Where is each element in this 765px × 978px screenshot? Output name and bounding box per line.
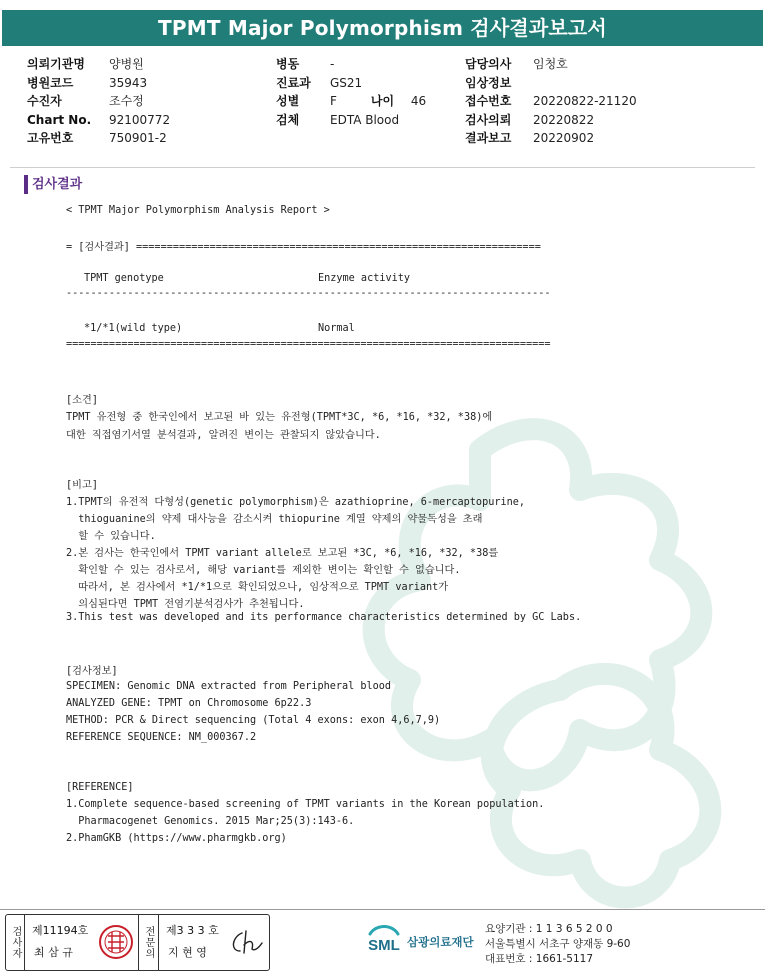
field-label: 검체	[276, 112, 300, 127]
field-label: 담당의사	[465, 57, 512, 71]
tester-label	[7, 915, 23, 970]
test-info-heading: [검사정보]	[66, 666, 118, 677]
specialist-label	[140, 915, 156, 970]
field-value: F	[330, 94, 337, 108]
reference-line: 1.Complete sequence-based screening of TPMT variants in the Korean population.	[66, 799, 545, 810]
field-value: GS21	[330, 75, 363, 90]
signature-box	[5, 914, 270, 971]
specialist-license-no: 제3 3 3 호	[166, 924, 219, 937]
enzyme-col-header: Enzyme activity	[318, 273, 411, 284]
section-title: 검사결과	[32, 177, 83, 192]
field-value: 35943	[109, 75, 148, 90]
age-label: 나이	[370, 94, 395, 108]
note-line: 의심된다면 TPMT 전염기분석검사가 추천됩니다.	[66, 599, 305, 610]
note-heading: [비고]	[66, 480, 98, 491]
field-label: 진료과	[276, 75, 311, 90]
tester-license-no: 제11194호	[32, 924, 89, 937]
test-info-line: METHOD: PCR & Direct sequencing (Total 4 exons: exon 4,6,7,9)	[66, 715, 441, 726]
field-label: Chart No.	[27, 112, 92, 127]
tester-label-text: 검사자	[10, 926, 21, 959]
footer-divider	[0, 909, 765, 910]
signature-mark-icon	[228, 927, 264, 957]
note-line: 1.TPMT의 유전적 다형성(genetic polymorphism)은 azathioprine, 6-mercaptopurine,	[66, 497, 525, 508]
note-line: 확인할 수 있는 검사로서, 해당 variant를 제외한 변이는 확인할 수 없습니다.	[66, 565, 461, 576]
report-heading: < TPMT Major Polymorphism Analysis Report >	[66, 205, 330, 216]
sml-logo-icon	[364, 920, 404, 960]
org-contact	[485, 922, 630, 967]
note-line: 따라서, 본 검사에서 *1/*1으로 확인되었으나, 임상적으로 TPMT variant가	[66, 582, 449, 593]
field-value: 양병원	[109, 57, 144, 71]
genotype-value: *1/*1(wild type)	[84, 323, 183, 334]
result-header-line: = [검사결과] ==================================================================	[66, 242, 541, 253]
seal-stamp-icon	[98, 924, 134, 960]
note-line: thioguanine의 약제 대사능을 감소시켜 thiopurine 계열 약제의 약물독성을 초래	[66, 514, 483, 525]
enzyme-value: Normal	[318, 323, 355, 334]
reference-line: 2.PhamGKB (https://www.pharmgkb.org)	[66, 833, 287, 844]
finding-line: 대한 직접염기서열 분석결과, 알려진 변이는 관찰되지 않았습니다.	[66, 430, 381, 441]
field-label: 병원코드	[27, 75, 74, 90]
field-label: 검사의뢰	[465, 112, 512, 127]
report-title: TPMT Major Polymorphism 검사결과보고서	[2, 10, 763, 46]
field-value: 임청호	[533, 57, 568, 71]
field-label: 수진자	[27, 94, 62, 108]
note-line: 할 수 있습니다.	[66, 531, 156, 542]
sml-logo-text: SML	[368, 937, 400, 954]
field-label: 임상정보	[465, 75, 512, 90]
field-value: EDTA Blood	[330, 112, 400, 127]
test-info-line: REFERENCE SEQUENCE: NM_000367.2	[66, 732, 257, 743]
box-separator	[158, 915, 159, 970]
reference-line: Pharmacogenet Genomics. 2015 Mar;25(3):143-6.	[66, 816, 355, 827]
equals-line: ===============================================================================	[66, 339, 551, 350]
dash-line: -------------------------------------------------------------------------------	[66, 288, 551, 299]
org-contact-line: 요양기관 : 1 1 3 6 5 2 0 0	[485, 923, 613, 935]
age-value: 46	[410, 94, 427, 108]
tester-name: 최 삼 규	[34, 946, 73, 959]
field-value: -	[330, 57, 335, 71]
field-label: 성별	[276, 94, 300, 108]
test-info-line: SPECIMEN: Genomic DNA extracted from Peripheral blood	[66, 681, 392, 692]
field-label: 고유번호	[27, 131, 74, 145]
org-contact-line: 서울특별시 서초구 양재동 9-60	[485, 938, 631, 950]
specialist-name: 지 현 영	[168, 946, 207, 959]
finding-line: TPMT 유전형 중 한국인에서 보고된 바 있는 유전형(TPMT*3C, *6, *16, *32, *38)에	[66, 412, 493, 423]
field-label: 병동	[276, 57, 300, 71]
note-line: 3.This test was developed and its performance characteristics determined by GC Labs.	[66, 612, 582, 623]
field-label: 접수번호	[465, 94, 512, 108]
field-value: 750901-2	[109, 131, 167, 145]
genotype-col-header: TPMT genotype	[84, 273, 164, 284]
reference-heading: [REFERENCE]	[66, 782, 134, 793]
field-value: 20220822-21120	[533, 94, 637, 108]
org-contact-line: 대표번호 : 1661-5117	[485, 953, 594, 965]
field-value: 조수정	[109, 94, 144, 108]
field-label: 의뢰기관명	[27, 57, 85, 71]
box-separator	[24, 915, 25, 970]
field-value: 20220822	[533, 112, 595, 127]
field-label: 결과보고	[465, 131, 512, 145]
test-info-line: ANALYZED GENE: TPMT on Chromosome 6p22.3	[66, 698, 312, 709]
box-separator	[138, 915, 139, 970]
specialist-label-text: 전문의	[143, 926, 154, 959]
org-name: 삼광의료재단	[407, 935, 474, 949]
field-value: 20220902	[533, 131, 595, 145]
field-value: 92100772	[109, 112, 171, 127]
note-line: 2.본 검사는 한국인에서 TPMT variant allele로 보고된 *3C, *6, *16, *32, *38를	[66, 548, 499, 559]
finding-heading: [소견]	[66, 395, 98, 406]
